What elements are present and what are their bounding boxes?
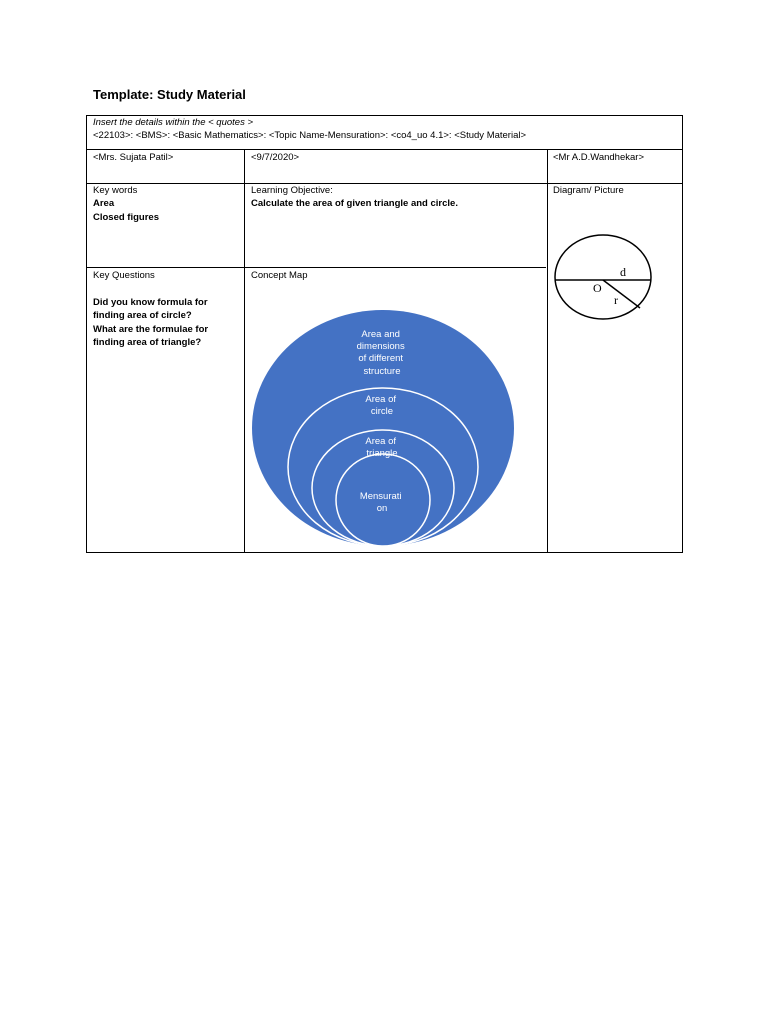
triangle-label: Area of triangle [365, 436, 398, 459]
date-text: <9/7/2020> [251, 152, 300, 163]
questions-heading: Key Questions [93, 270, 155, 281]
reviewer-name: <Mr A.D.Wandhekar> [553, 152, 644, 163]
keyword-item: Closed figures [93, 212, 159, 223]
question-line: Did you know formula for [93, 297, 208, 308]
keywords-heading: Key words [93, 185, 138, 196]
objective-heading: Learning Objective: [251, 185, 333, 196]
diagram-heading: Diagram/ Picture [553, 185, 624, 196]
concept-map-heading: Concept Map [251, 270, 308, 281]
radius-line [603, 280, 640, 308]
radius-label: r [614, 293, 618, 307]
page-title: Template: Study Material [93, 87, 246, 102]
question-line: What are the formulae for [93, 324, 209, 335]
circle-label: Area of circle [365, 394, 396, 417]
keyword-item: Area [93, 198, 115, 209]
outer-label: Area and dimensions of different structure [356, 329, 405, 377]
course-details: <22103>: <BMS>: <Basic Mathematics>: <Topic Name-Mensuration>: <co4_uo 4.1>: <Study Material> [93, 130, 527, 141]
center-label: O [593, 281, 602, 295]
instruction-text: Insert the details within the < quotes > [93, 117, 254, 128]
question-line: finding area of circle? [93, 310, 192, 321]
teacher-name: <Mrs. Sujata Patil> [93, 152, 174, 163]
question-line: finding area of triangle? [93, 337, 202, 348]
mensuration-label: Mensurati on [359, 491, 402, 514]
circle-outline [555, 235, 651, 319]
circle-diagram [555, 235, 651, 319]
diameter-label: d [620, 265, 626, 279]
objective-text: Calculate the area of given triangle and circle. [251, 198, 458, 209]
